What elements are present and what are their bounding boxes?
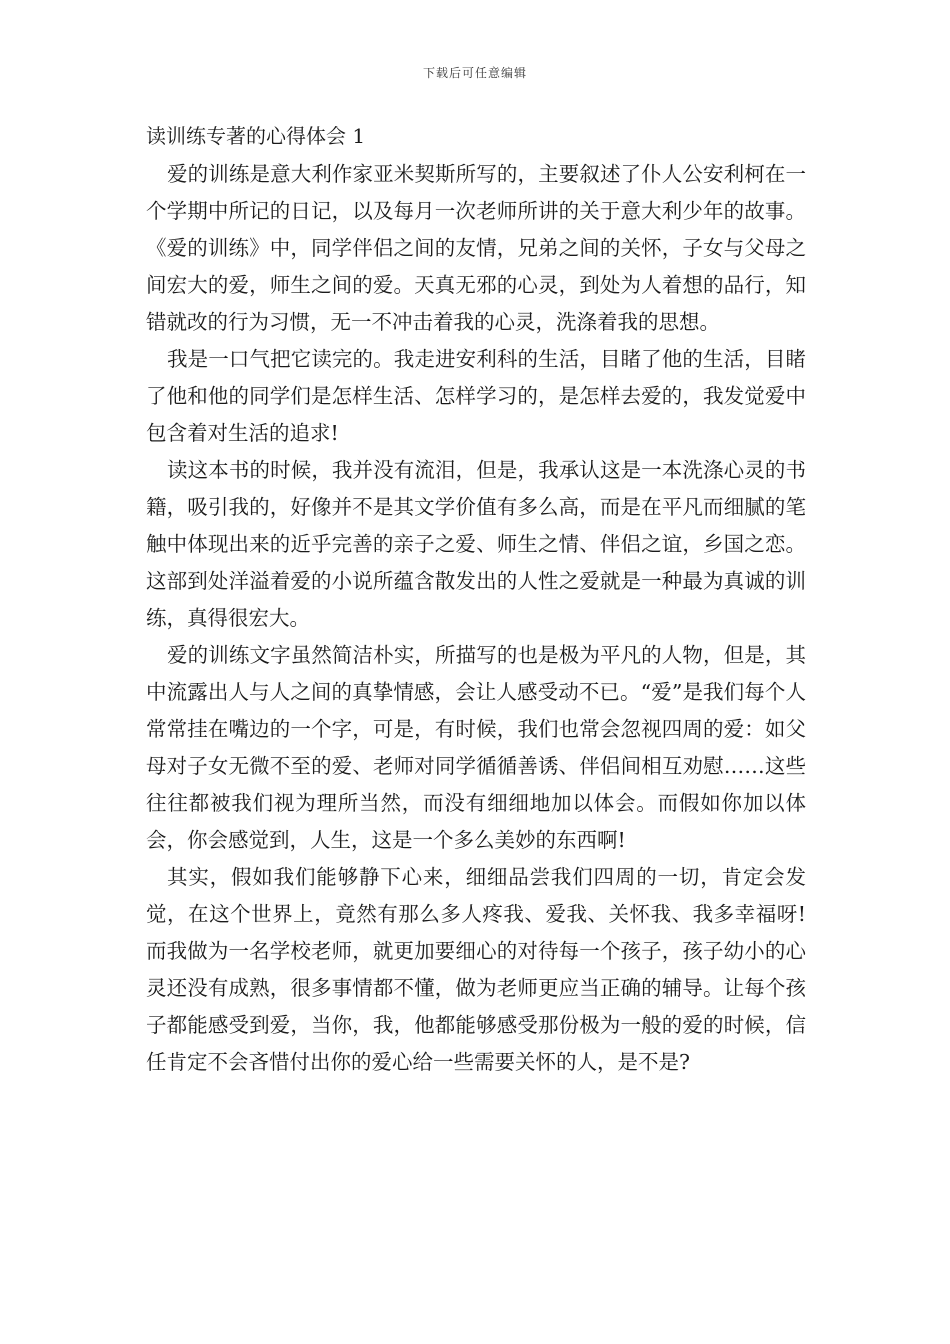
header-note: 下载后可任意编辑 [422, 66, 527, 80]
document-body [146, 118, 806, 1081]
paragraph-5: 其实，假如我们能够静下心来，细细品尝我们四周的一切，肯定会发觉，在这个世界上，竟然有那么多人疼我、爱我、关怀我、我多幸福呀!而我做为一名学校老师，就更加要细心的对待每一个孩子，孩子幼小的心灵还没有成熟，很多事情都不懂，做为老师更应当正确的辅导。让每个孩子都能感受到爱，当你，我，他都能够感受那份极为一般的爱的时候，信任肯定不会吝惜付出你的爱心给一些需要关怀的人，是不是? [146, 865, 806, 1074]
paragraph-2: 我是一口气把它读完的。我走进安利科的生活，目睹了他的生活，目睹了他和他的同学们是怎样生活、怎样学习的，是怎样去爱的，我发觉爱中包含着对生活的追求! [146, 347, 806, 445]
paragraph-4: 爱的训练文字虽然简洁朴实，所描写的也是极为平凡的人物，但是，其中流露出人与人之间的真挚情感，会让人感受动不已。“爱”是我们每个人常常挂在嘴边的一个字，可是，有时候，我们也常会忽视四周的爱：如父母对子女无微不至的爱、老师对同学循循善诱、伴侣间相互劝慰……这些往往都被我们视为理所当然，而没有细细地加以体会。而假如你加以体会，你会感觉到，人生，这是一个多么美妙的东西啊! [146, 643, 806, 852]
document-title: 读训练专著的心得体会 1 [146, 124, 366, 148]
paragraph-3: 读这本书的时候，我并没有流泪，但是，我承认这是一本洗涤心灵的书籍，吸引我的，好像并不是其文学价值有多么高，而是在平凡而细腻的笔触中体现出来的近乎完善的亲子之爱、师生之情、伴侣之谊，乡国之恋。这部到处洋溢着爱的小说所蕴含散发出的人性之爱就是一种最为真诚的训练，真得很宏大。 [146, 458, 806, 630]
paragraph-1: 爱的训练是意大利作家亚米契斯所写的，主要叙述了仆人公安利柯在一个学期中所记的日记，以及每月一次老师所讲的关于意大利少年的故事。《爱的训练》中，同学伴侣之间的友情，兄弟之间的关怀，子女与父母之间宏大的爱，师生之间的爱。天真无邪的心灵，到处为人着想的品行，知错就改的行为习惯，无一不冲击着我的心灵，洗涤着我的思想。 [146, 162, 806, 334]
